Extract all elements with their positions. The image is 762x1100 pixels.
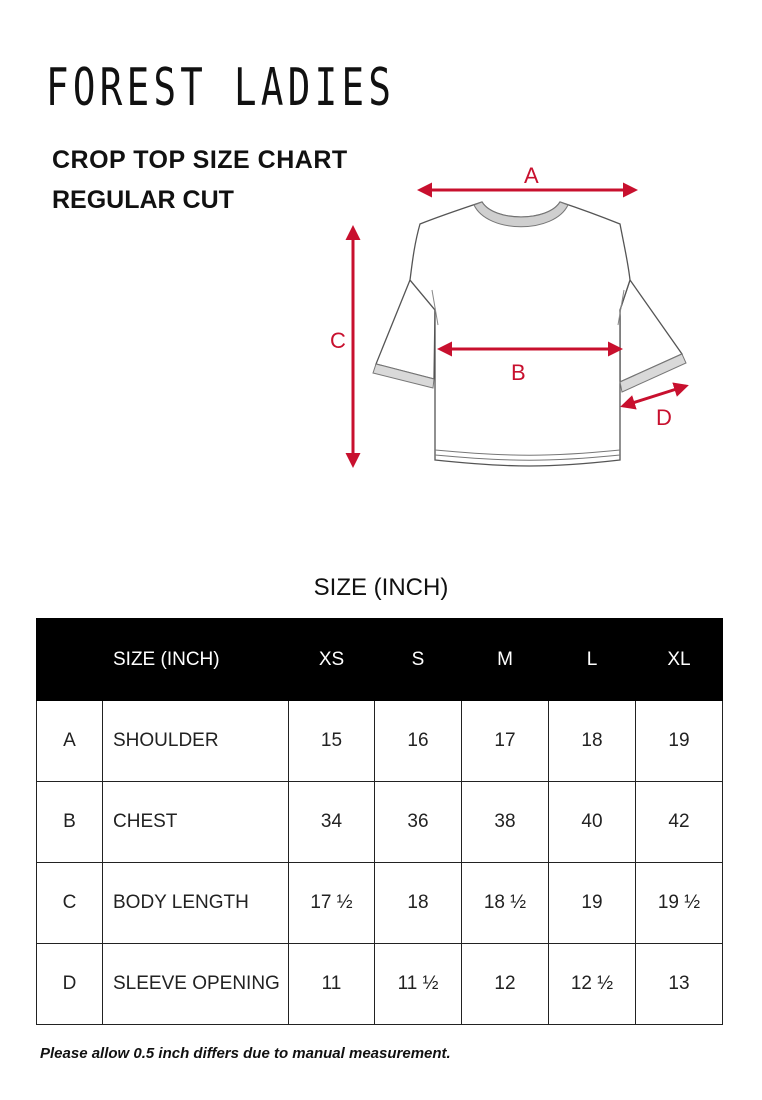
label-c: C	[330, 328, 346, 353]
row-measurement: SHOULDER	[103, 701, 289, 782]
cell-s: 18	[375, 863, 462, 944]
cell-xs: 11	[289, 944, 375, 1025]
table-row-chest	[37, 782, 723, 863]
row-measurement: BODY LENGTH	[103, 863, 289, 944]
cell-xs: 17 ½	[289, 863, 375, 944]
cell-m: 38	[462, 782, 549, 863]
cell-xl: 19 ½	[636, 863, 723, 944]
label-a: A	[524, 163, 539, 188]
cell-m: 12	[462, 944, 549, 1025]
cell-m: 18 ½	[462, 863, 549, 944]
arrow-d	[623, 386, 686, 406]
measurement-note: Please allow 0.5 inch differs due to manual measurement.	[40, 1045, 451, 1062]
header-size-l: L	[549, 619, 636, 701]
header-size-xl: XL	[636, 619, 723, 701]
header-code-cell	[37, 619, 103, 701]
row-code: A	[37, 701, 103, 782]
row-measurement: SLEEVE OPENING	[103, 944, 289, 1025]
cell-l: 40	[549, 782, 636, 863]
header-size-xs: XS	[289, 619, 375, 701]
cell-s: 11 ½	[375, 944, 462, 1025]
table-title: SIZE (INCH)	[313, 574, 449, 601]
label-b: B	[511, 360, 526, 385]
table-header-row	[37, 619, 723, 701]
table-row-body-length	[37, 863, 723, 944]
cell-xs: 34	[289, 782, 375, 863]
cell-m: 17	[462, 701, 549, 782]
label-d: D	[656, 405, 672, 430]
shirt-outline	[376, 202, 682, 466]
header-size-m: M	[462, 619, 549, 701]
cell-l: 19	[549, 863, 636, 944]
header-size-s: S	[375, 619, 462, 701]
cut-label: REGULAR CUT	[52, 186, 234, 214]
header-size-label: SIZE (INCH)	[103, 619, 289, 701]
row-code: D	[37, 944, 103, 1025]
cell-s: 36	[375, 782, 462, 863]
chart-title: CROP TOP SIZE CHART	[52, 146, 348, 174]
size-table	[36, 618, 723, 1025]
table-row-sleeve-opening	[37, 944, 723, 1025]
cell-xl: 19	[636, 701, 723, 782]
crop-top-diagram	[320, 150, 700, 490]
brand-logo: FOREST LADIES	[46, 58, 396, 118]
cell-l: 12 ½	[549, 944, 636, 1025]
cell-xl: 13	[636, 944, 723, 1025]
table-row-shoulder	[37, 701, 723, 782]
row-code: C	[37, 863, 103, 944]
cell-l: 18	[549, 701, 636, 782]
cell-s: 16	[375, 701, 462, 782]
row-measurement: CHEST	[103, 782, 289, 863]
row-code: B	[37, 782, 103, 863]
cell-xl: 42	[636, 782, 723, 863]
cell-xs: 15	[289, 701, 375, 782]
